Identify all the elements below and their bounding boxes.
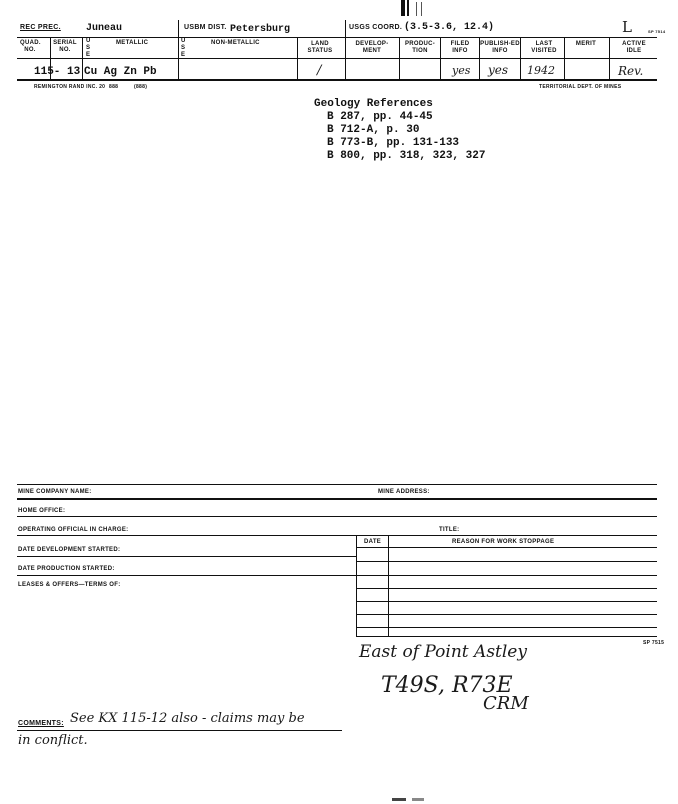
e-label: E: [181, 52, 186, 58]
comments-label: COMMENTS:: [18, 720, 64, 727]
land-status-value: /: [317, 63, 322, 78]
col-last-visited: LAST VISITED: [531, 41, 557, 54]
top-mark: [421, 2, 422, 16]
rec-prec-value: Juneau: [86, 23, 123, 34]
bottom-mark: [392, 798, 406, 801]
reference-item: B 287, pp. 44-45: [327, 111, 433, 123]
leases-offers-label: LEASES & OFFERS—TERMS OF:: [18, 582, 121, 588]
reason-col-label: REASON FOR WORK STOPPAGE: [452, 539, 555, 545]
top-mark: [416, 2, 417, 16]
comments-line-1: See KX 115-12 also - claims may be: [70, 711, 305, 726]
col-metallic: METALLIC: [116, 40, 149, 46]
col-serial-no: SERIAL NO.: [53, 40, 77, 53]
quad-serial-value: 115- 13: [34, 66, 81, 78]
handwritten-initials: CRM: [483, 693, 529, 714]
usbm-dist-label: USBM DIST.: [184, 24, 227, 31]
date-production-label: DATE PRODUCTION STARTED:: [18, 566, 115, 572]
corner-letter: L: [622, 18, 632, 36]
col-production: PRODUC-TION: [404, 41, 436, 54]
u-label: U: [181, 38, 186, 44]
handwritten-township: T49S, R73E: [381, 673, 513, 698]
bottom-mark: [412, 798, 424, 801]
printer-mark: REMINGTON RAND INC. 20: [34, 84, 106, 90]
u-label: U: [86, 38, 91, 44]
usgs-coord-value: (3.5-3.6, 12.4): [404, 22, 495, 33]
col-development: DEVELOP-MENT: [355, 41, 389, 54]
rec-prec-label: REC PREC.: [20, 24, 61, 31]
published-info-value: yes: [488, 63, 509, 77]
metallic-minerals-value: Cu Ag Zn Pb: [84, 66, 157, 78]
operating-official-label: OPERATING OFFICIAL IN CHARGE:: [18, 527, 129, 533]
col-u-s-e-1: [86, 38, 91, 59]
s-label: S: [181, 45, 186, 51]
active-idle-value: Rev.: [618, 64, 644, 78]
col-active-idle: ACTIVE IDLE: [622, 41, 646, 54]
col-land-status: LAND STATUS: [307, 41, 333, 54]
col-quad-no: QUAD. NO.: [20, 40, 41, 53]
col-filed-info: FILED INFO: [450, 41, 470, 54]
usgs-coord-label: USGS COORD.: [349, 24, 403, 31]
form-number-top: SP 7514: [648, 29, 666, 34]
s-label: S: [86, 45, 91, 51]
printer-code-2: (888): [134, 84, 148, 90]
filed-info-value: yes: [452, 64, 471, 77]
form-number-bottom: SP 7515: [643, 640, 665, 646]
reference-item: B 712-A, p. 30: [327, 124, 420, 136]
mine-company-name-label: MINE COMPANY NAME:: [18, 489, 92, 495]
reference-item: B 773-B, pp. 131-133: [327, 137, 460, 149]
last-visited-value: 1942: [527, 64, 555, 77]
col-published-info: PUBLISH-ED INFO: [480, 41, 520, 54]
e-label: E: [86, 52, 91, 58]
col-non-metallic: NON-METALLIC: [211, 40, 260, 46]
printer-code-1: 888: [109, 84, 119, 90]
col-merit: MERIT: [575, 41, 597, 47]
top-mark: [407, 0, 409, 16]
handwritten-location: East of Point Astley: [359, 642, 527, 662]
dept-name: TERRITORIAL DEPT. OF MINES: [539, 84, 622, 90]
references-title: Geology References: [314, 98, 433, 110]
home-office-label: HOME OFFICE:: [18, 508, 66, 514]
top-mark: [401, 0, 405, 16]
reference-item: B 800, pp. 318, 323, 327: [327, 150, 486, 162]
date-development-label: DATE DEVELOPMENT STARTED:: [18, 547, 121, 553]
date-col-label: DATE: [364, 539, 382, 545]
comments-line-2: in conflict.: [18, 733, 88, 748]
title-label: TITLE:: [439, 527, 460, 533]
col-u-s-e-2: [181, 38, 186, 59]
mine-address-label: MINE ADDRESS:: [378, 489, 430, 495]
usbm-dist-value: Petersburg: [230, 24, 291, 35]
